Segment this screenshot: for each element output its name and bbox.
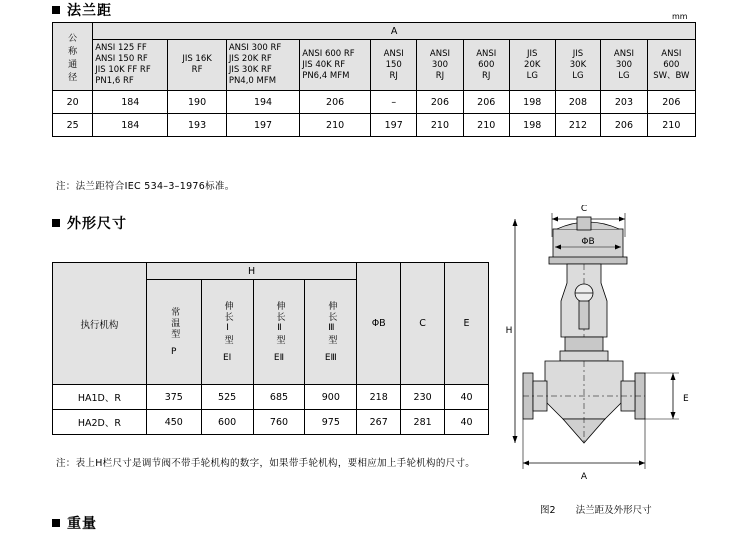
cell-value: 230 — [401, 385, 445, 410]
section-title-dimensions: 外形尺寸 — [67, 216, 127, 232]
cell-value: 210 — [647, 114, 695, 137]
note-flange: 注：法兰距符合IEC 534–3–1976标准。 — [56, 181, 235, 192]
cell-col-6: ANSI 600 RJ — [463, 40, 509, 91]
cell-value: 212 — [555, 114, 601, 137]
cell-value: 206 — [463, 91, 509, 114]
cell-value: 600 — [201, 410, 253, 435]
section-heading-dimensions — [52, 213, 127, 233]
cell-group-H: H — [146, 263, 356, 280]
cell-value: 40 — [445, 410, 489, 435]
cell-value: 267 — [357, 410, 401, 435]
cell-value: 375 — [146, 385, 201, 410]
label-phiB: ΦB — [581, 237, 595, 247]
cell-col-3: ANSI 600 RF JIS 40K RF PN6,4 MFM — [300, 40, 371, 91]
square-bullet-icon — [52, 6, 60, 14]
table-row — [53, 23, 696, 40]
cell-value: 40 — [445, 385, 489, 410]
table-row — [53, 40, 696, 91]
label-E: E — [683, 394, 689, 404]
cell-value: 194 — [226, 91, 299, 114]
table-row — [53, 114, 696, 137]
cell-value: 685 — [253, 385, 305, 410]
square-bullet-icon — [52, 219, 60, 227]
cell-col-8: JIS 30K LG — [555, 40, 601, 91]
cell-col-P: 常温型 P — [146, 280, 201, 385]
cell-value: 197 — [226, 114, 299, 137]
cell-value: 184 — [93, 114, 168, 137]
cell-col-E3: 伸长Ⅲ型 EⅢ — [305, 280, 357, 385]
section-heading-flange — [52, 0, 112, 20]
cell-value: 210 — [300, 114, 371, 137]
cell-col-E: E — [445, 263, 489, 385]
flange-distance-table — [52, 22, 696, 137]
label-C-top: C — [580, 205, 588, 214]
square-bullet-icon — [52, 519, 60, 527]
cell-size-header: 公 称 通 径 — [53, 23, 93, 91]
cell-col-E1: 伸长Ⅰ型 EⅠ — [201, 280, 253, 385]
cell-value: 210 — [463, 114, 509, 137]
cell-value: 450 — [146, 410, 201, 435]
table-row — [53, 410, 489, 435]
valve-drawing — [505, 205, 740, 485]
figure-number: 图2 — [540, 505, 556, 516]
cell-value: 184 — [93, 91, 168, 114]
cell-col-1: JIS 16K RF — [168, 40, 226, 91]
cell-col-7: JIS 20K LG — [509, 40, 555, 91]
unit-label-mm: mm — [672, 12, 688, 21]
cell-value: 208 — [555, 91, 601, 114]
cell-value: 198 — [509, 114, 555, 137]
cell-value: 525 — [201, 385, 253, 410]
cell-col-4: ANSI 150 RJ — [371, 40, 417, 91]
cell-col-E2: 伸长Ⅱ型 EⅡ — [253, 280, 305, 385]
section-title-flange: 法兰距 — [67, 3, 112, 19]
figure-caption — [540, 502, 652, 516]
cell-value: 281 — [401, 410, 445, 435]
cell-value: 198 — [509, 91, 555, 114]
section-title-weight: 重量 — [67, 516, 97, 532]
cell-col-9: ANSI 300 LG — [601, 40, 647, 91]
cell-actuator: HA2D、R — [53, 410, 147, 435]
cell-col-10: ANSI 600 SW、BW — [647, 40, 695, 91]
cell-value: 210 — [417, 114, 463, 137]
cell-value: 206 — [417, 91, 463, 114]
note-dimensions: 注：表上H栏尺寸是调节阀不带手轮机构的数字，如果带手轮机构，要相应加上手轮机构的尺寸。 — [56, 458, 476, 469]
cell-actuator-header: 执行机构 — [53, 263, 147, 385]
label-A: A — [580, 472, 588, 482]
section-heading-weight — [52, 513, 97, 533]
cell-actuator: HA1D、R — [53, 385, 147, 410]
cell-value: 760 — [253, 410, 305, 435]
cell-value: 218 — [357, 385, 401, 410]
figure-caption-text: 法兰距及外形尺寸 — [575, 505, 652, 516]
label-H: H — [505, 326, 513, 336]
cell-col-5: ANSI 300 RJ — [417, 40, 463, 91]
table-row — [53, 263, 489, 280]
cell-value: 203 — [601, 91, 647, 114]
cell-col-0: ANSI 125 FF ANSI 150 RF JIS 10K FF RF PN1,6 RF — [93, 40, 168, 91]
cell-value: 206 — [601, 114, 647, 137]
cell-size: 20 — [53, 91, 93, 114]
cell-size: 25 — [53, 114, 93, 137]
cell-value: 975 — [305, 410, 357, 435]
cell-group-A: A — [93, 23, 696, 40]
table-row — [53, 385, 489, 410]
cell-col-phiB: ΦB — [357, 263, 401, 385]
valve-dimension-figure — [505, 205, 740, 485]
cell-col-C: C — [401, 263, 445, 385]
cell-value: 206 — [647, 91, 695, 114]
outline-dimension-table — [52, 262, 489, 435]
cell-value: 197 — [371, 114, 417, 137]
cell-value: 190 — [168, 91, 226, 114]
cell-value: – — [371, 91, 417, 114]
cell-col-2: ANSI 300 RF JIS 20K RF JIS 30K RF PN4,0 MFM — [226, 40, 299, 91]
cell-value: 206 — [300, 91, 371, 114]
cell-value: 900 — [305, 385, 357, 410]
cell-value: 193 — [168, 114, 226, 137]
table-row — [53, 91, 696, 114]
